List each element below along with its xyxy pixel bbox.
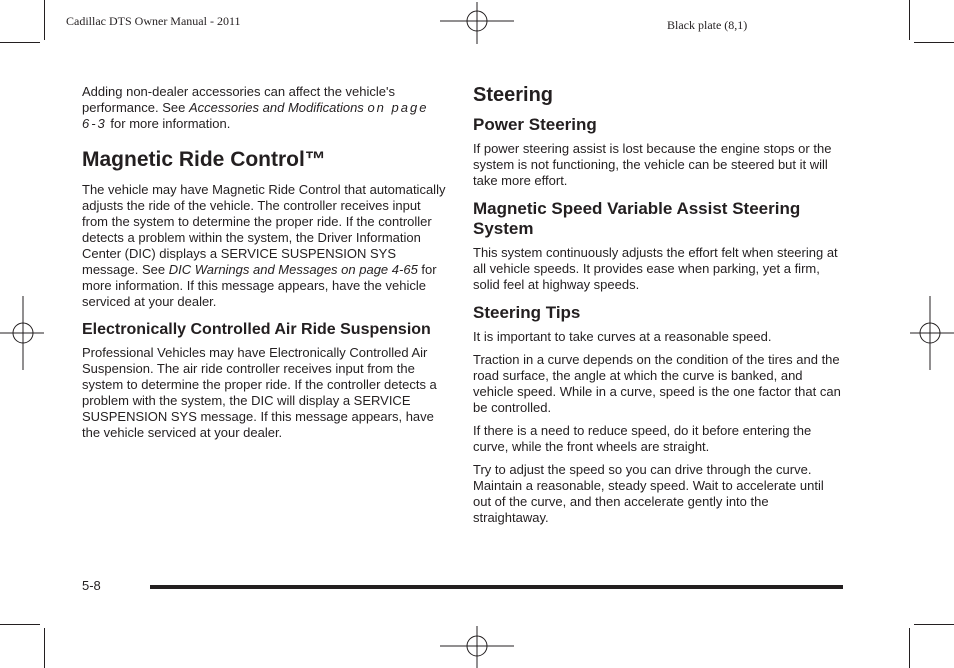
intro-paragraph: Adding non-dealer accessories can affect the vehicle's performance. See Accessories and Modifications on page 6-3 for more information. [82,84,429,131]
air-ride-paragraph: Professional Vehicles may have Electronically Controlled Air Suspension. The air ride controller receives input from the system to determine the proper ride. If the controller detects a problem with the system, the DIC will display a SERVICE SUSPENSION SYS message. If this message appears, have the vehicle serviced at your dealer. [82,345,437,440]
steering-tips-paragraph-2: Traction in a curve depends on the condition of the tires and the road surface, the angle at which the curve is banked, and vehicle speed. While in a curve, speed is the one factor that can be controlled. [473,352,841,415]
crop-mark-top-left-v [44,0,45,40]
steering-tips-heading: Steering Tips [473,303,581,322]
magnetic-ride-paragraph: The vehicle may have Magnetic Ride Control that automatically adjusts the ride of the vehicle. The controller receives input from the system to determine the proper ride. If the controller detects a problem within the system, the Driver Information Center (DIC) displays a SERVICE SUSPENSION SYS message. See DIC Warnings and Messages on page 4-65 for more information. If this message appears, have the vehicle serviced at your dealer. [82,182,446,309]
crop-mark-bottom-left-h [0,624,40,625]
left-column [82,84,447,448]
steering-tips-paragraph-4: Try to adjust the speed so you can drive through the curve. Maintain a reasonable, steady speed. Wait to accelerate until out of the curve, and then accelerate gently into the straightaway. [473,462,824,525]
steering-heading: Steering [473,84,554,106]
steering-tips-paragraph-3: If there is a need to reduce speed, do it before entering the curve, while the front wheels are straight. [473,423,812,454]
right-column [473,84,845,533]
dic-warnings-reference-link[interactable]: DIC Warnings and Messages [168,262,342,277]
magnetic-speed-heading: Magnetic Speed Variable Assist Steering System [473,199,801,238]
magnetic-speed-paragraph: This system continuously adjusts the effort felt when steering at all vehicle speeds. It provides ease when parking, yet a firm, solid feel at highway speeds. [473,245,838,292]
steering-tips-paragraph-1: It is important to take curves at a reasonable speed. [473,329,772,344]
registration-mark-top-icon [440,2,514,44]
crop-mark-bottom-right-h [914,624,954,625]
page-number: 5-8 [82,578,101,593]
registration-mark-bottom-icon [440,626,514,668]
crop-mark-top-right-h [914,42,954,43]
registration-mark-left-icon [0,296,44,370]
power-steering-heading: Power Steering [473,115,597,134]
running-header-plate: Black plate (8,1) [667,18,748,32]
accessories-reference-link[interactable]: Accessories and Modifications [188,100,368,115]
running-header-title: Cadillac DTS Owner Manual - 2011 [66,14,241,28]
crop-mark-bottom-left-v [44,628,45,668]
crop-mark-top-right-v [909,0,910,40]
power-steering-paragraph: If power steering assist is lost because the engine stops or the system is not functioning, the vehicle can be steered but it will take more effort. [473,141,832,188]
registration-mark-right-icon [910,296,954,370]
crop-mark-bottom-right-v [909,628,910,668]
magnetic-ride-heading: Magnetic Ride Control™ [82,148,326,171]
crop-mark-top-left-h [0,42,40,43]
footer-rule [150,585,843,589]
accessories-reference-page[interactable]: on page 6-3 [82,100,429,131]
air-ride-heading: Electronically Controlled Air Ride Suspension [82,321,431,338]
dic-warnings-reference-page[interactable]: on page 4-65 [341,262,418,277]
